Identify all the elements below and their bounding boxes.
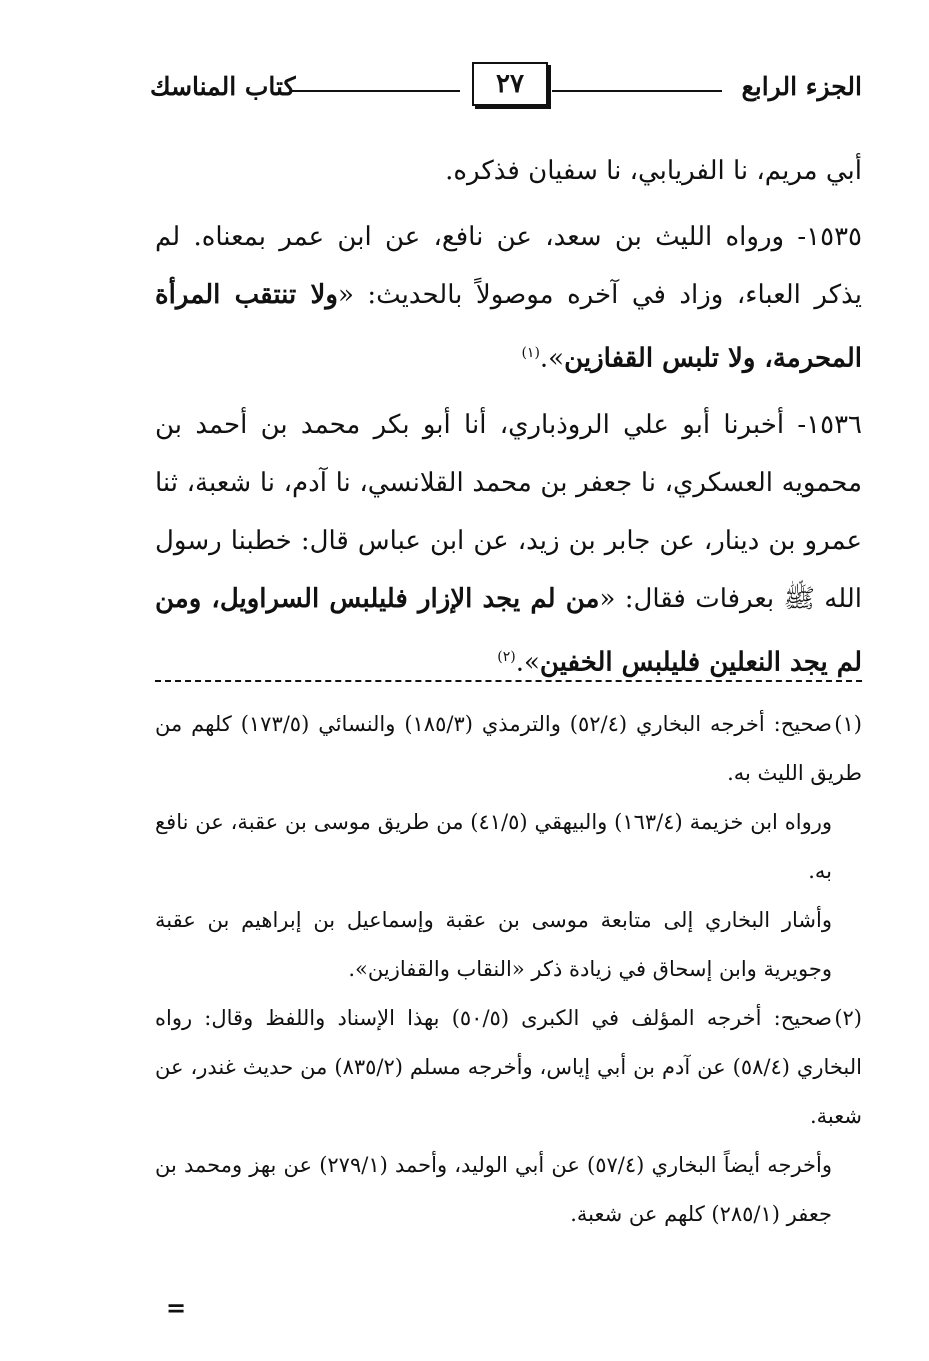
hadith-1536 [155, 396, 862, 692]
footnote-2-para-2: وأخرجه أيضاً البخاري (٥٧/٤) عن أبي الوليد، وأحمد (٢٧٩/١) عن بهز ومحمد بن جعفر (٢٨٥/١) كلهم عن شعبة. [155, 1153, 832, 1226]
footnote-divider [155, 680, 862, 682]
paragraph-continuation: أبي مريم، نا الفريابي، نا سفيان فذكره. [445, 156, 862, 186]
footnote-2-text: صحيح: أخرجه المؤلف في الكبرى (٥٠/٥) بهذا الإسناد واللفظ وقال: رواه البخاري (٥٨/٤) عن آدم بن أبي إياس، وأخرجه مسلم (٨٣٥/٢) من حديث غندر، عن شعبة. [155, 1006, 862, 1128]
page-header [150, 62, 862, 122]
hadith-1535 [155, 208, 862, 388]
hadith-1535-end: ». [539, 343, 565, 374]
hadith-1535-text: ١٥٣٥- ورواه الليث بن سعد، عن نافع، عن ابن عمر بمعناه. لم يذكر العباء، وزاد في آخره موصولاً بالحديث: « [155, 222, 863, 310]
footnote-1-text: صحيح: أخرجه البخاري (٥٢/٤) والترمذي (١٨٥/٣) والنسائي (١٧٣/٥) كلهم من طريق الليث به. [155, 712, 862, 785]
continuation-mark: = [166, 1293, 187, 1322]
footnote-2-marker: (٢) [834, 1006, 862, 1030]
footnote-1 [155, 700, 862, 798]
hadith-1536-quote: من لم يجد الإزار فليلبس السراويل، ومن لم يجد النعلين فليلبس الخفين [155, 583, 862, 678]
volume-title: الجزء الرابع [741, 72, 862, 101]
footnote-ref-1: (١) [521, 345, 540, 361]
footnotes [155, 700, 862, 1239]
footnote-1-para-2: ورواه ابن خزيمة (١٦٣/٤) والبيهقي (٤١/٥) من طريق موسى بن عقبة، عن نافع به. [155, 810, 832, 883]
book-title: كتاب المناسك [150, 72, 296, 101]
footnote-2 [155, 994, 862, 1141]
hadith-1535-quote: ولا تنتقب المرأة المحرمة، ولا تلبس القفازين [155, 280, 862, 374]
main-text [155, 142, 862, 691]
header-rule-left [290, 90, 460, 92]
hadith-1536-text: ١٥٣٦- أخبرنا أبو علي الروذباري، أنا أبو بكر محمد بن أحمد بن محمويه العسكري، نا جعفر بن محمد القلانسي، نا آدم، نا شعبة، ثنا عمرو بن دينار، عن جابر بن زيد، عن ابن عباس قال: خطبنا رسول الله ﷺ بعرفات فقال: « [155, 409, 862, 614]
footnote-1-marker: (١) [834, 712, 862, 736]
header-rule-right [552, 90, 722, 92]
page-number: ٢٧ [472, 62, 548, 106]
footnote-ref-2: (٢) [497, 648, 516, 665]
footnote-1-para-3: وأشار البخاري إلى متابعة موسى بن عقبة وإسماعيل بن إبراهيم بن عقبة وجويرية وابن إسحاق في زيادة ذكر «النقاب والقفازين». [155, 908, 832, 981]
hadith-1536-end: ». [515, 647, 540, 678]
